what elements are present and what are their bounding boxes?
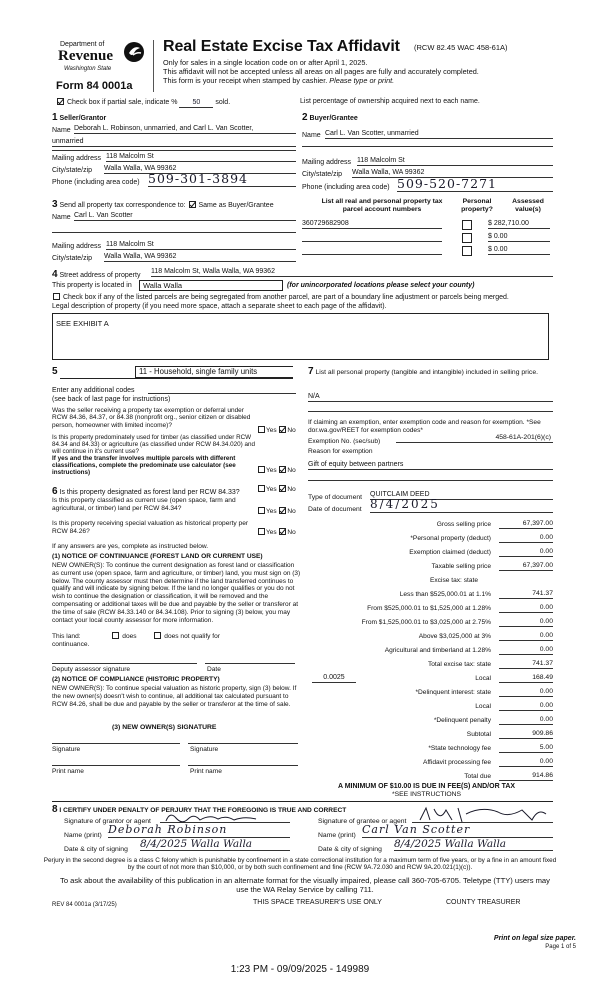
buyer-phone[interactable]: 509-520-7271 (397, 177, 553, 192)
assessed-value[interactable]: $ 0.00 (488, 246, 550, 255)
grantor-date-label: Date & city of signing (64, 846, 128, 853)
same-as-buyer-checkbox[interactable] (189, 201, 196, 208)
timber-question: Is this property predominately used for timber (as classified under RCW 84.34 and 84.33) or agriculture (as classified under RCW 84.34.020) and will continue in it's current use? (52, 434, 256, 456)
timber-question-bold: If yes and the transfer involves multiple parcels with different classifications, complete the predominate use calculator (see instructions) (52, 455, 236, 477)
seller-heading-num: 1 (52, 112, 58, 123)
historic-heading: (2) NOTICE OF COMPLIANCE (HISTORIC PROPERTY) (52, 676, 220, 683)
grantor-signature-mark (160, 810, 290, 823)
forest-yes-checkbox[interactable] (258, 485, 265, 492)
no-label: No (287, 467, 296, 474)
correspondence-heading-num: 3 (52, 199, 58, 210)
subtotal-label: Subtotal (466, 731, 491, 738)
located-select[interactable]: Walla Walla (139, 280, 283, 291)
exemption-no-label: Exemption No. (sec/sub) (308, 438, 381, 445)
no-label: No (287, 529, 296, 536)
historic-no-checkbox[interactable] (279, 528, 286, 535)
dept-line1: Department of (60, 41, 105, 48)
penalty-value[interactable]: 0.00 (499, 716, 553, 725)
technology-fee-value[interactable]: 5.00 (499, 744, 553, 753)
dor-logo (56, 40, 152, 80)
corr-name-label: Name (52, 214, 71, 221)
use-code-underline (60, 378, 293, 379)
bracket4-value[interactable]: 0.00 (499, 632, 553, 641)
bracket2-label: From $525,000.01 to $1,525,000 at 1.28% (367, 605, 491, 612)
assessed-value[interactable]: $ 0.00 (488, 233, 550, 242)
dept-line3: Washington State (64, 66, 112, 72)
personal-property-value[interactable]: N/A (308, 393, 320, 400)
forest-yesno (257, 485, 296, 493)
partial-sale-suffix: sold. (215, 99, 231, 106)
seller-heading (52, 112, 106, 124)
agricultural-label: Agricultural and timberland at 1.28% (384, 647, 491, 654)
owner-signature-line-2[interactable] (188, 737, 298, 744)
current-use-question: Is this property classified as current use (open space, farm and agricultural, or timber) land per RCW 84.34? (52, 497, 236, 512)
doc-type[interactable]: QUITCLAIM DEED (370, 491, 553, 500)
timber-yes-checkbox[interactable] (258, 466, 265, 473)
partial-sale-percent[interactable]: 50 (179, 99, 213, 108)
signature-label: Signature (190, 746, 219, 753)
see-instructions: *SEE INSTRUCTIONS (391, 791, 462, 798)
current-use-yes-checkbox[interactable] (258, 507, 265, 514)
yes-label: Yes (266, 427, 277, 434)
exemption-reason-line-2 (308, 480, 553, 481)
segregated-checkbox[interactable] (53, 293, 60, 300)
bracket2-value[interactable]: 0.00 (499, 604, 553, 613)
yes-label: Yes (266, 467, 277, 474)
bracket4-label: Above $3,025,000 at 3% (418, 633, 491, 640)
legal-description: SEE EXHIBIT A (56, 319, 109, 328)
buyer-city-label: City/state/zip (302, 171, 343, 178)
does-checkbox[interactable] (112, 632, 119, 639)
grantee-date-label: Date & city of signing (318, 846, 382, 853)
treasurer-use: THIS SPACE TREASURER'S USE ONLY (253, 899, 382, 906)
historic-yesno (257, 528, 296, 536)
this-land-label: This land: (52, 633, 81, 640)
deputy-date-line[interactable] (205, 656, 295, 664)
personal-deduct-value[interactable]: 0.00 (499, 534, 553, 543)
penalty-label: *Delinquent penalty (433, 717, 491, 724)
seller-mailing-label: Mailing address (52, 155, 102, 162)
total-state-value[interactable]: 741.37 (499, 660, 553, 669)
owner-print-line-1[interactable] (52, 759, 180, 766)
buyer-name[interactable]: Carl L. Van Scotter, unmarried (325, 130, 553, 139)
timber-no-checkbox[interactable] (279, 466, 286, 473)
section8-rule (52, 801, 553, 802)
assessed-value[interactable]: $ 282,710.00 (488, 220, 550, 229)
buyer-mailing-label: Mailing address (302, 159, 352, 166)
seller-name-line1[interactable]: Deborah L. Robinson, unmarried, and Carl L. Van Scotter, (74, 125, 296, 134)
personal-property-checkbox[interactable] (462, 233, 472, 243)
section8-num: 8 (52, 804, 58, 815)
agricultural-value[interactable]: 0.00 (499, 646, 553, 655)
owner-signature-line-1[interactable] (52, 737, 180, 744)
use-code-select[interactable] (135, 366, 293, 378)
exemption-reason[interactable]: Gift of equity between partners (308, 461, 553, 470)
seller-heading-text: Seller/Grantor (59, 115, 107, 122)
does-label: does (122, 633, 137, 640)
personal-property-line-2 (308, 411, 553, 412)
personal-deduct-label: *Personal property (deduct) (410, 535, 491, 542)
certify-text: I CERTIFY UNDER PENALTY OF PERJURY THAT THE FOREGOING IS TRUE AND CORRECT (59, 807, 347, 814)
local-value[interactable]: 168.49 (499, 674, 553, 683)
exemption-yesno (257, 426, 296, 434)
taxable-selling-label: Taxable selling price (431, 563, 491, 570)
personal-property-checkbox[interactable] (462, 220, 472, 230)
header-line3-text: This form is your receipt when stamped by cashier. (163, 76, 328, 85)
exemption-yes-checkbox[interactable] (258, 426, 265, 433)
bracket3-label: From $1,525,000.01 to $3,025,000 at 2.75% (361, 619, 491, 626)
street-label: Street address of property (59, 272, 141, 279)
street-heading-num: 4 (52, 269, 58, 280)
legal-note: Legal description of property (if you need more space, attach a separate sheet to each page of the affidavit). (52, 303, 387, 310)
grantee-name-label: Name (print) (318, 832, 356, 839)
forest-question (52, 486, 257, 498)
buyer-heading (302, 112, 358, 124)
owner-print-line-2[interactable] (188, 759, 298, 766)
alt-format-note: To ask about the availability of this publication in an alternate format for the visually impaired, please call 360-705-6705. Teletype (TTY) users may use the WA Relay Service by calling 711. (60, 876, 550, 894)
page-number: Page 1 of 5 (545, 944, 576, 950)
grantee-name[interactable]: Carl Van Scotter (362, 824, 553, 838)
doc-type-label: Type of document (308, 494, 363, 501)
exemption-deduct-value[interactable]: 0.00 (499, 548, 553, 557)
signature-label: Signature (52, 746, 81, 753)
print-name-label: Print name (190, 768, 222, 775)
gross-selling-value[interactable]: 67,397.00 (499, 520, 553, 529)
dept-line2: Revenue (58, 48, 113, 64)
grantor-name[interactable]: Deborah Robinson (108, 824, 290, 838)
taxable-selling-value[interactable]: 67,397.00 (499, 562, 553, 571)
yes-label: Yes (266, 529, 277, 536)
ownership-note: List percentage of ownership acquired next to each name. (300, 98, 480, 105)
buyer-mailing[interactable]: 118 Malcolm St (357, 157, 553, 166)
grantee-sig-label: Signature of grantee or agent (318, 818, 407, 825)
historic-body: NEW OWNER(S): To continue special valuation as historic property, sign (3) below. If the new owner(s) doesn't wish to continue, all additional tax calculated pursuant to RCW 84.26, shall be due and payable by the seller or transferor at the time of sale. (52, 685, 297, 708)
assessed-col-heading: Assessed value(s) (512, 198, 544, 213)
total-due-label: Total due (464, 773, 491, 780)
gross-selling-label: Gross selling price (436, 521, 491, 528)
additional-codes-note: (see back of last page for instructions) (52, 396, 171, 403)
bracket1-value[interactable]: 741.37 (499, 590, 553, 599)
local-rate: 0.0025 (312, 674, 356, 683)
header-line2: This affidavit will not be accepted unless all areas on all pages are fully and accurately completed. (163, 67, 479, 76)
does-not-label: does not qualify for (164, 633, 220, 640)
exemption-deduct-label: Exemption claimed (deduct) (409, 549, 491, 556)
total-due-value[interactable]: 914.86 (499, 772, 553, 781)
located-label: This property is located in (52, 282, 132, 289)
street-address[interactable]: 118 Malcolm St, Walla Walla, WA 99362 (151, 268, 553, 277)
corr-name[interactable]: Carl L. Van Scotter (74, 212, 296, 221)
form-number: Form 84 0001a (56, 80, 133, 92)
section6-num: 6 (52, 486, 58, 497)
same-as-buyer-label: Same as Buyer/Grantee (198, 202, 274, 209)
form-rcw: (RCW 82.45 WAC 458-61A) (414, 43, 508, 52)
county-treasurer: COUNTY TREASURER (446, 899, 521, 906)
header-line3-italic: Please type or print. (329, 76, 395, 85)
grantor-date-city[interactable]: 8/4/2025 Walla Walla (140, 838, 290, 851)
interest-state-label: *Delinquent interest: state (415, 689, 491, 696)
seller-phone[interactable]: 509-301-3894 (148, 172, 296, 187)
partial-sale-prefix: Check box if partial sale, indicate % (66, 99, 178, 106)
corr-mailing-label: Mailing address (52, 243, 102, 250)
continuance-body: NEW OWNER(S): To continue the current designation as forest land or classification as current use (open space, farm and agriculture, or timber) land, you must sign on (3) below. The county assessor must then determine if the land transferred continues to qualify and will indicate by signing below. If the land no longer qualifies or you do not wish to continue the designation or classification, it will be removed and the compensating or additional taxes will be due and payable by the seller or transferor at the time of sale (RCW 84.33.140 or 84.34.108). Prior to signing (3) below, you may contact your local county assessor for more information. (52, 562, 301, 624)
exemption-note: If claiming an exemption, enter exemption code and reason for exemption. *See dor.wa.gov/REET for exemption codes* (308, 419, 541, 434)
deputy-label: Deputy assessor signature (52, 666, 131, 673)
corr-blank-line (52, 232, 296, 233)
buyer-name-label: Name (302, 132, 321, 139)
parcel-row (302, 233, 553, 245)
tax-table (300, 518, 553, 808)
continuance-heading: (1) NOTICE OF CONTINUANCE (FOREST LAND OR CURRENT USE) (52, 553, 263, 560)
legal-description-box[interactable] (52, 313, 549, 360)
seller-blank-line (52, 150, 296, 151)
grantee-signature-mark (412, 806, 553, 823)
header-line1: Only for sales in a single location code on or after April 1, 2025. (163, 58, 368, 67)
historic-yes-checkbox[interactable] (258, 528, 265, 535)
section5-num: 5 (52, 366, 58, 377)
bracket3-value[interactable]: 0.00 (499, 618, 553, 627)
deputy-signature-line[interactable] (52, 656, 197, 664)
minimum-note: A MINIMUM OF $10.00 IS DUE IN FEE(S) AND/OR TAX (337, 783, 516, 790)
buyer-heading-text: Buyer/Grantee (309, 115, 358, 122)
print-name-label: Print name (52, 768, 84, 775)
bracket1-label: Less than $525,000.01 at 1.1% (399, 591, 491, 598)
personal-col-heading: Personal property? (461, 198, 493, 213)
correspondence-heading-text: Send all property tax correspondence to: (59, 202, 186, 209)
exemption-no-value[interactable]: 458-61A-201(6)(c) (396, 434, 553, 443)
rev-number: REV 84 0001a (3/17/25) (52, 902, 117, 908)
subtotal-value[interactable]: 909.86 (499, 730, 553, 739)
doc-date-label: Date of document (308, 506, 362, 513)
continuance-word: continuance. (52, 641, 90, 648)
parcel-number[interactable] (302, 233, 442, 242)
this-land-row (52, 632, 302, 641)
technology-fee-label: *State technology fee (428, 745, 491, 752)
parcel-col-heading: List all real and personal property tax parcel account numbers (321, 198, 443, 213)
seller-phone-label: Phone (including area code) (52, 179, 140, 186)
buyer-phone-label: Phone (including area code) (302, 184, 390, 191)
current-use-no-checkbox[interactable] (279, 507, 286, 514)
forest-question-text: Is this property designated as forest land per RCW 84.33? (59, 489, 240, 496)
grantor-sig-label: Signature of grantor or agent (64, 818, 151, 825)
interest-local-value[interactable]: 0.00 (499, 702, 553, 711)
parcel-number[interactable] (302, 246, 442, 255)
personal-property-checkbox[interactable] (462, 246, 472, 256)
doc-date[interactable]: 8/4/2025 (370, 498, 553, 513)
perjury-text: Perjury in the second degree is a class C felony which is punishable by confinement in a state correctional institution for a maximum term of five years, or by a fine in an amount fixed by the court of not more than $10,000, or by both such confinement and fine (RCW 9A.72.030 and RCW 9A.20.021(1)(c)). (43, 857, 557, 872)
dor-logo-icon (122, 40, 146, 64)
no-label: No (287, 486, 296, 493)
grantor-signature[interactable] (160, 810, 290, 823)
corr-mailing[interactable]: 118 Malcolm St (106, 241, 296, 250)
form-title: Real Estate Excise Tax Affidavit (163, 38, 400, 55)
legal-paper-note: Print on legal size paper. (493, 935, 576, 942)
parcel-row (302, 246, 553, 258)
corr-city-label: City/state/zip (52, 255, 93, 262)
additional-codes-input[interactable] (148, 386, 296, 394)
buyer-blank-line (302, 146, 553, 147)
parcel-row (302, 220, 553, 232)
partial-sale-checkbox[interactable] (57, 98, 64, 105)
corr-city[interactable]: Walla Walla, WA 99362 (104, 253, 296, 262)
personal-property-line (308, 401, 553, 402)
seller-name-label: Name (52, 127, 71, 134)
grantee-signature[interactable] (412, 806, 553, 823)
new-owner-heading: (3) NEW OWNER(S) SIGNATURE (112, 724, 217, 731)
does-not-checkbox[interactable] (154, 632, 161, 639)
personal-property-heading (308, 366, 553, 378)
additional-codes-label: Enter any additional codes (52, 387, 135, 394)
timber-yesno (257, 466, 296, 474)
current-use-yesno (257, 507, 296, 515)
interest-state-value[interactable]: 0.00 (499, 688, 553, 697)
historic-question: Is this property receiving special valuation as historical property per RCW 84.26? (52, 520, 249, 535)
seller-city[interactable]: Walla Walla, WA 99362 (104, 165, 296, 174)
yes-label: Yes (266, 486, 277, 493)
grantee-date-city[interactable]: 8/4/2025 Walla Walla (394, 838, 553, 851)
correspondence-heading (52, 199, 302, 211)
header-line3 (163, 77, 394, 85)
exemption-question: Was the seller receiving a property tax exemption or deferral under RCW 84.36, 84.37, or 84.38 (nonprofit org., senior citizen or disabled person, homeowner with limited income)? (52, 407, 251, 429)
segregated-note: Check box if any of the listed parcels are being segregated from another parcel, are part of a boundary line adjustment or parcels being merged. (62, 294, 509, 301)
header-divider (153, 40, 154, 92)
no-label: No (287, 427, 296, 434)
buyer-heading-num: 2 (302, 112, 308, 123)
recording-stamp: 1:23 PM - 09/09/2025 - 149989 (230, 964, 370, 975)
exemption-no-checkbox[interactable] (279, 426, 286, 433)
if-yes-note: If any answers are yes, complete as instructed below. (52, 543, 209, 550)
use-code-value: 11 - Household, single family units (139, 367, 258, 376)
local-label: Local (475, 675, 491, 682)
buyer-city[interactable]: Walla Walla, WA 99362 (352, 169, 553, 178)
forest-no-checkbox[interactable] (279, 485, 286, 492)
perjury-note (40, 857, 560, 872)
deputy-date-label: Date (207, 666, 221, 673)
grantor-name-label: Name (print) (64, 832, 102, 839)
personal-property-text: List all personal property (tangible and intangible) included in selling price. (315, 369, 538, 376)
excise-state-label: Excise tax: state (429, 577, 478, 584)
interest-local-label: Local (475, 703, 491, 710)
partial-sale-row (56, 98, 296, 108)
yes-label: Yes (266, 508, 277, 515)
segregated-row (52, 293, 552, 302)
seller-city-label: City/state/zip (52, 167, 93, 174)
total-state-label: Total excise tax: state (427, 661, 491, 668)
seller-name-line2[interactable]: unmarried (52, 138, 296, 147)
no-label: No (287, 508, 296, 515)
section7-num: 7 (308, 366, 314, 377)
parcel-number[interactable]: 360729682908 (302, 220, 442, 229)
unincorporated-note: (for unincorporated locations please select your county) (287, 282, 475, 289)
seller-mailing[interactable]: 118 Malcolm St (106, 153, 296, 162)
processing-fee-value[interactable]: 0.00 (499, 758, 553, 767)
processing-fee-label: Affidavit processing fee (422, 759, 491, 766)
exemption-reason-label: Reason for exemption (308, 448, 373, 455)
